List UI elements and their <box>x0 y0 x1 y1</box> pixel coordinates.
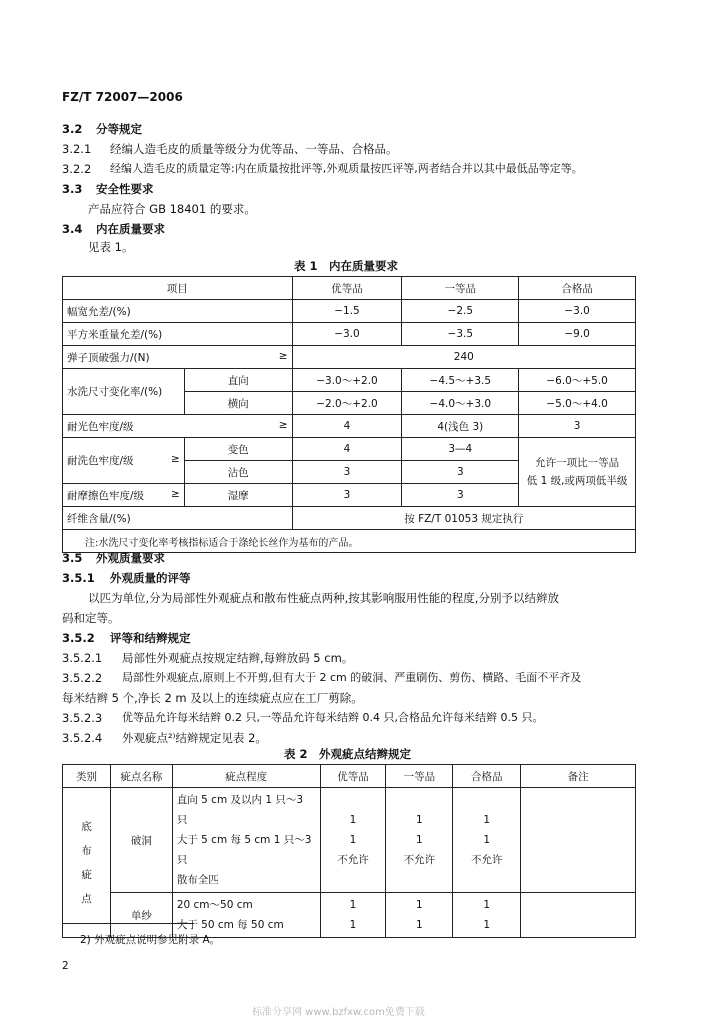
category-char: 点 <box>81 892 92 905</box>
section-num: 3.3 <box>62 182 83 196</box>
degree-line: 散布全匹 <box>176 874 219 886</box>
page-number: 2 <box>62 960 69 972</box>
table1-row-label <box>63 415 293 438</box>
table2-header: 疵点名称 <box>110 765 172 788</box>
table1-header-first: 一等品 <box>402 277 519 300</box>
table1-cell: −3.5 <box>402 323 519 346</box>
grade-value: 不允许 <box>470 854 503 866</box>
grade-value: 1 <box>349 814 357 826</box>
table1-row-label: 水洗尺寸变化率/(%) <box>63 369 185 415</box>
table1-row-label <box>63 484 185 507</box>
paragraph: 以匹为单位,分为局部性外观疵点和散布性疵点两种,按其影响服用性能的程度,分别予以结辫放 <box>88 591 559 605</box>
section-heading: 外观质量的评等 <box>110 571 191 585</box>
watermark: 标准分享网 www.bzfxw.com免费下载 <box>252 1007 425 1018</box>
table2-header: 优等品 <box>320 765 386 788</box>
footnote: 2) 外观疵点说明参见附录 A。 <box>80 934 221 946</box>
table1-sub-label: 横向 <box>184 392 292 415</box>
paragraph: 见表 1。 <box>88 240 134 254</box>
table1-cell: 3—4 <box>402 438 519 461</box>
table1-cell: −3.0～+2.0 <box>292 369 402 392</box>
table1-cell: −3.0 <box>519 300 636 323</box>
table1-cell: −4.5～+3.5 <box>402 369 519 392</box>
section-num: 3.5.2 <box>62 631 95 645</box>
gte-symbol: ≥ <box>278 418 288 431</box>
gte-symbol: ≥ <box>278 349 288 362</box>
defect-degree <box>172 893 320 938</box>
table1-title: 表 1 内在质量要求 <box>294 259 399 273</box>
clause-num: 3.2.2 <box>62 162 92 176</box>
grade-value: 1 <box>349 899 357 911</box>
degree-line: 直向 5 cm 及以内 1 只～3 只 <box>176 794 304 826</box>
merged-note-line: 低 1 级,或两项低半级 <box>526 475 628 487</box>
clause-text: 局部性外观疵点,原则上不开剪,但有大于 2 cm 的破洞、严重刷伤、剪伤、横路、毛面不平齐及 <box>122 671 582 684</box>
grade-cell <box>386 893 453 938</box>
section-num: 3.2 <box>62 122 83 136</box>
table1-row-label <box>63 438 185 484</box>
clause-num: 3.5.2.2 <box>62 671 103 685</box>
table2-title: 表 2 外观疵点结辫规定 <box>284 747 412 761</box>
degree-line: 大于 50 cm 每 50 cm <box>176 919 284 931</box>
table1-cell: −1.5 <box>292 300 402 323</box>
table1-label-text: 耐洗色牢度/级 <box>67 455 134 467</box>
grade-value: 1 <box>349 834 357 846</box>
table1-cell: 4 <box>292 438 402 461</box>
section-num: 3.5 <box>62 551 83 565</box>
section-heading: 内在质量要求 <box>96 222 165 236</box>
clause-num: 3.2.1 <box>62 142 92 156</box>
gte-symbol: ≥ <box>170 487 180 500</box>
grade-value: 1 <box>416 814 423 826</box>
table2-category <box>63 788 111 938</box>
table1-cell: 3 <box>292 461 402 484</box>
table1-sub-label: 湿摩 <box>184 484 292 507</box>
table2-header: 疵点程度 <box>172 765 320 788</box>
grade-value: 不允许 <box>403 854 436 866</box>
category-char: 疵 <box>81 868 92 881</box>
clause-text: 外观疵点²⁾结辫规定见表 2。 <box>122 731 267 745</box>
grade-value: 1 <box>416 919 423 931</box>
table1-cell: 3 <box>402 484 519 507</box>
document-code: FZ/T 72007—2006 <box>62 90 183 104</box>
defect-name: 破洞 <box>110 788 172 893</box>
clause-text: 优等品允许每米结辫 0.2 只,一等品允许每米结辫 0.4 只,合格品允许每米结辫 0.5 只。 <box>122 711 544 724</box>
section-num: 3.5.1 <box>62 571 95 585</box>
table1-merged-note <box>519 438 636 507</box>
table1-cell: −2.0～+2.0 <box>292 392 402 415</box>
grade-cell <box>320 893 386 938</box>
table1-cell: 240 <box>292 346 635 369</box>
paragraph: 每米结辫 5 个,净长 2 m 及以上的连续疵点应在工厂剪除。 <box>62 691 363 705</box>
table1-cell: 3 <box>292 484 402 507</box>
section-heading: 评等和结辫规定 <box>110 631 191 645</box>
table1-header-item: 项目 <box>63 277 293 300</box>
paragraph: 码和定等。 <box>62 611 120 625</box>
clause-num: 3.5.2.3 <box>62 711 103 725</box>
table1-row-label: 平方米重量允差/(%) <box>63 323 293 346</box>
table1-header-qualified: 合格品 <box>519 277 636 300</box>
degree-line: 20 cm～50 cm <box>176 899 253 911</box>
category-char: 底 <box>81 820 92 833</box>
clause-num: 3.5.2.4 <box>62 731 103 745</box>
section-heading: 安全性要求 <box>96 182 154 196</box>
merged-note-line: 允许一项比一等品 <box>535 457 620 469</box>
table1-sub-label: 直向 <box>184 369 292 392</box>
grade-cell <box>386 788 453 893</box>
table2-header: 备注 <box>521 765 636 788</box>
paragraph: 产品应符合 GB 18401 的要求。 <box>88 202 256 216</box>
section-heading: 外观质量要求 <box>96 551 165 565</box>
table1-label-text: 弹子顶破强力/(N) <box>67 351 150 364</box>
table1-sub-label: 沾色 <box>184 461 292 484</box>
grade-value: 不允许 <box>337 854 369 866</box>
grade-value: 1 <box>483 899 491 911</box>
remark-cell <box>521 893 636 938</box>
table1-cell: −4.0～+3.0 <box>402 392 519 415</box>
gte-symbol: ≥ <box>170 453 180 465</box>
table1-cell: 3 <box>402 461 519 484</box>
grade-value: 1 <box>483 814 491 826</box>
grade-value: 1 <box>416 834 423 846</box>
degree-line: 大于 5 cm 每 5 cm 1 只～3 只 <box>176 834 312 866</box>
table1-cell: −2.5 <box>402 300 519 323</box>
table1-cell: −9.0 <box>519 323 636 346</box>
defect-degree <box>172 788 320 893</box>
table1-cell: 4(浅色 3) <box>402 415 519 438</box>
clause-text: 经编人造毛皮的质量定等:内在质量按批评等,外观质量按匹评等,两者结合并以其中最低品等定等。 <box>110 162 583 175</box>
table2-header: 一等品 <box>386 765 453 788</box>
grade-value: 1 <box>349 919 357 931</box>
table1-row-label: 幅宽允差/(%) <box>63 300 293 323</box>
remark-cell <box>521 788 636 893</box>
section-heading: 分等规定 <box>96 122 142 136</box>
category-char: 布 <box>81 844 92 857</box>
grade-cell <box>453 788 521 893</box>
table1-cell: −3.0 <box>292 323 402 346</box>
table1-cell: 4 <box>292 415 402 438</box>
section-num: 3.4 <box>62 222 83 236</box>
table1-cell: 3 <box>519 415 636 438</box>
table1-row-label: 纤维含量/(%) <box>63 507 293 530</box>
table1 <box>62 276 636 553</box>
table1-cell: −6.0～+5.0 <box>519 369 636 392</box>
clause-text: 经编人造毛皮的质量等级分为优等品、一等品、合格品。 <box>110 142 398 156</box>
table1-label-text: 耐光色牢度/级 <box>67 420 134 433</box>
table1-row-label <box>63 346 293 369</box>
grade-value: 1 <box>483 919 491 931</box>
table1-cell: 按 FZ/T 01053 规定执行 <box>292 507 635 530</box>
table1-note: 注:水洗尺寸变化率考核指标适合于涤纶长丝作为基布的产品。 <box>63 530 636 553</box>
grade-value: 1 <box>483 834 491 846</box>
table1-sub-label: 变色 <box>184 438 292 461</box>
grade-value: 1 <box>416 899 423 911</box>
table1-label-text: 耐摩擦色牢度/级 <box>67 489 145 502</box>
grade-cell <box>320 788 386 893</box>
table1-header-premium: 优等品 <box>292 277 402 300</box>
defect-name: 单纱 <box>110 893 172 938</box>
clause-text: 局部性外观疵点按规定结辫,每辫放码 5 cm。 <box>122 651 354 665</box>
table2 <box>62 764 636 938</box>
table1-cell: −5.0～+4.0 <box>519 392 636 415</box>
footnote-divider <box>62 923 194 924</box>
clause-num: 3.5.2.1 <box>62 651 103 665</box>
grade-cell <box>453 893 521 938</box>
table2-header: 合格品 <box>453 765 521 788</box>
table2-header: 类别 <box>63 765 111 788</box>
